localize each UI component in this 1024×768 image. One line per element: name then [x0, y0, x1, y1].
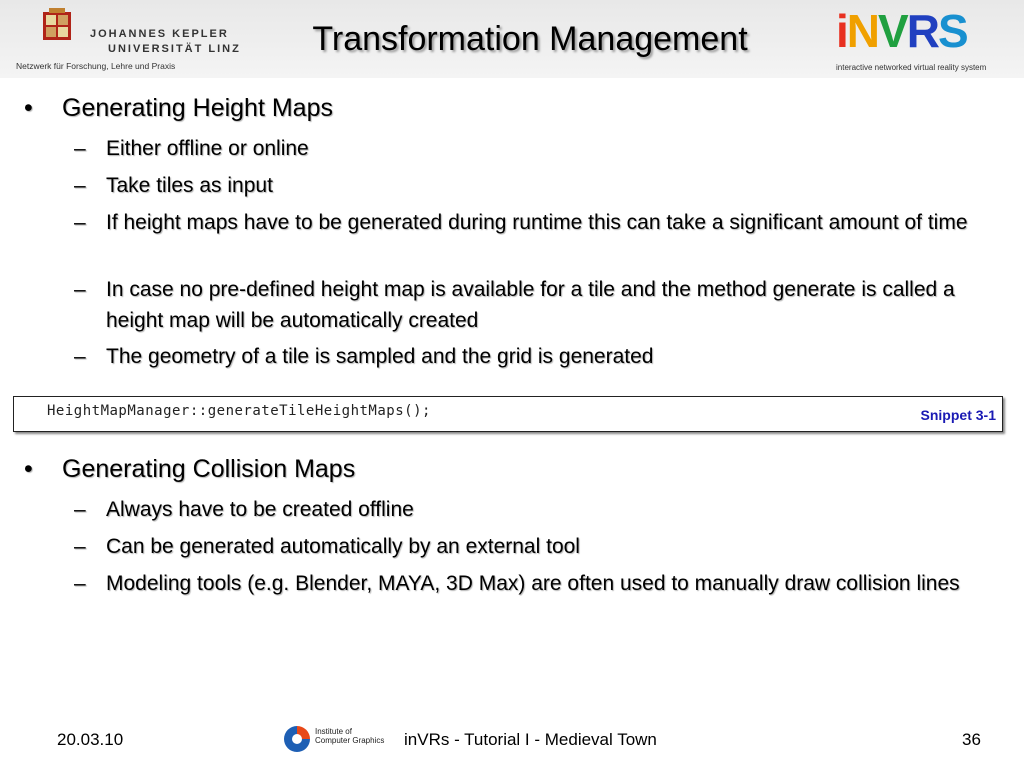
invrs-letter-r: R [906, 5, 938, 57]
jku-crest-icon [43, 8, 71, 42]
invrs-letter-v: V [878, 5, 907, 57]
jku-name-line2: UNIVERSITÄT LINZ [108, 43, 241, 55]
section-heading-collision-maps [24, 455, 356, 484]
jku-logo [14, 6, 241, 72]
dash-icon: – [74, 174, 86, 197]
list-item-text: Modeling tools (e.g. Blender, MAYA, 3D Max) are often used to manually draw collision lines [106, 572, 960, 595]
list-item [74, 341, 1006, 372]
dash-icon: – [74, 137, 86, 160]
list-item [74, 207, 1006, 238]
dash-icon: – [74, 211, 86, 234]
invrs-tagline: interactive networked virtual reality system [836, 63, 987, 72]
section-heading-height-maps [24, 94, 333, 123]
dash-icon: – [74, 345, 86, 368]
jku-tagline: Netzwerk für Forschung, Lehre und Praxis [16, 61, 176, 71]
snippet-label: Snippet 3-1 [920, 407, 996, 423]
slide-header [0, 0, 1024, 78]
code-snippet-box [13, 396, 1003, 432]
invrs-wordmark [836, 4, 967, 58]
invrs-logo [830, 2, 1020, 74]
list-item-text: Always have to be created offline [106, 498, 414, 521]
list-item-text: Either offline or online [106, 137, 309, 160]
invrs-letter-s: S [937, 5, 967, 57]
list-item-text: Take tiles as input [106, 174, 273, 197]
section-heading-text: Generating Height Maps [62, 94, 333, 122]
icg-text-line1: Institute of [315, 727, 352, 736]
icg-text-line2: Computer Graphics [315, 736, 385, 745]
list-item-text: In case no pre-defined height map is available for a tile and the method generate is called a height map will be automatically created [106, 278, 955, 332]
invrs-letter-i: i [836, 5, 847, 57]
icg-logo-icon [282, 724, 312, 754]
bullet-icon: • [24, 455, 33, 483]
icg-logo [282, 724, 402, 754]
list-item [74, 170, 1006, 201]
jku-name-line1: JOHANNES KEPLER [90, 28, 229, 40]
code-snippet-text: HeightMapManager::generateTileHeightMaps(); [47, 403, 431, 419]
list-item [74, 494, 1006, 525]
list-item [74, 531, 1006, 562]
list-item [74, 133, 1006, 164]
dash-icon: – [74, 535, 86, 558]
dash-icon: – [74, 278, 86, 301]
footer-date: 20.03.10 [57, 730, 124, 749]
icg-text [315, 727, 384, 745]
list-item-text: The geometry of a tile is sampled and the grid is generated [106, 345, 654, 368]
page-number: 36 [962, 730, 981, 749]
list-item-text: If height maps have to be generated during runtime this can take a significant amount of time [106, 211, 968, 234]
bullet-icon: • [24, 94, 33, 122]
section-heading-text: Generating Collision Maps [62, 455, 356, 483]
list-item-text: Can be generated automatically by an external tool [106, 535, 580, 558]
dash-icon: – [74, 572, 86, 595]
dash-icon: – [74, 498, 86, 521]
invrs-letter-n: N [846, 5, 879, 57]
list-item [74, 274, 1006, 336]
footer-title: inVRs - Tutorial I - Medieval Town [404, 730, 657, 749]
list-item [74, 568, 1006, 599]
slide-title: Transformation Management [312, 20, 748, 58]
